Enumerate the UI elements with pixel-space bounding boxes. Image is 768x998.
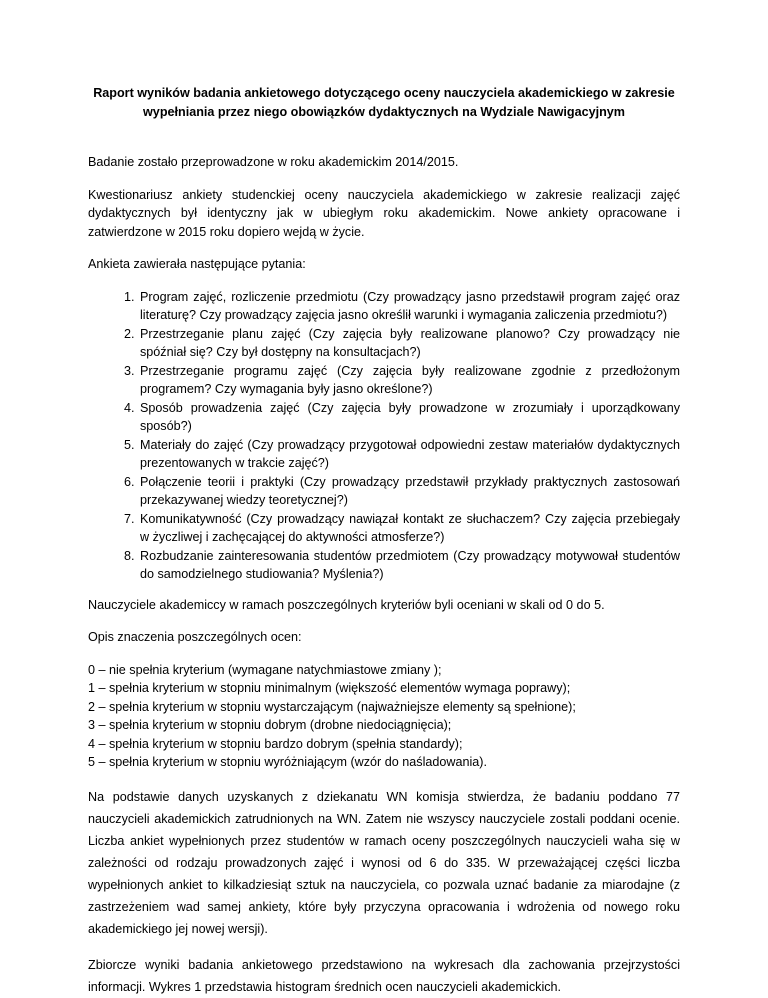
scale-item: 5 – spełnia kryterium w stopniu wyróżniającym (wzór do naśladowania).	[88, 755, 487, 769]
scale-item: 1 – spełnia kryterium w stopniu minimalnym (większość elementów wymaga poprawy);	[88, 681, 571, 695]
document-title	[88, 84, 680, 121]
list-item: 4. Sposób prowadzenia zajęć (Czy zajęcia były prowadzone w zrozumiały i uporządkowany sposób?)	[138, 399, 680, 436]
list-item: 5. Materiały do zajęć (Czy prowadzący przygotował odpowiedni zestaw materiałów dydaktycznych prezentowanych w trakcie zajęć?)	[138, 436, 680, 473]
paragraph-year: Badanie zostało przeprowadzone w roku akademickim 2014/2015.	[88, 155, 459, 169]
scale-list	[88, 661, 680, 772]
paragraph-scale-description: Opis znaczenia poszczególnych ocen:	[88, 630, 302, 644]
scale-item: 2 – spełnia kryterium w stopniu wystarczającym (najważniejsze elementy są spełnione);	[88, 699, 576, 714]
list-item: 1. Program zajęć, rozliczenie przedmiotu (Czy prowadzący jasno przedstawił program zajęć oraz literaturę? Czy prowadzący zajęcia jasno określił warunki i wymagania zaliczenia przedmiotu?)	[138, 288, 680, 325]
list-item: 3. Przestrzeganie programu zajęć (Czy zajęcia były realizowane zgodnie z przedłożonym programem? Czy wymagania były jasno określone?)	[138, 362, 680, 399]
paragraph-data-source: Na podstawie danych uzyskanych z dziekanatu WN komisja stwierdza, że badaniu poddano 77 nauczycieli akademickich zatrudnionych na WN. Zatem nie wszyscy nauczyciele zostali poddani ocenie. Liczba ankiet wypełnionych przez studentów w ramach oceny poszczególnych nauczycieli waha się w zależności od rodzaju prowadzonych zajęć i wynosi od 6 do 335. W przeważającej części liczba wypełnionych ankiet to kilkadziesiąt sztuk na nauczyciela, co pozwala uznać badanie za miarodajne (z zastrzeżeniem wad samej ankiety, które były przyczyna opracowania i wdrożenia od nowego roku akademickiego jej nowej wersji).	[88, 789, 680, 936]
scale-item: 4 – spełnia kryterium w stopniu bardzo dobrym (spełnia standardy);	[88, 736, 463, 751]
questions-list	[88, 288, 680, 584]
paragraph-questionnaire: Kwestionariusz ankiety studenckiej oceny nauczyciela akademickiego w zakresie realizacji zajęć dydaktycznych był identyczny jak w ubiegłym roku akademickim. Nowe ankiety opracowane i zatwierdzone w 2015 roku dopiero wejdą w życie.	[88, 187, 680, 239]
scale-item: 0 – nie spełnia kryterium (wymagane natychmiastowe zmiany );	[88, 662, 442, 677]
title-line-2: wypełniania przez niego obowiązków dydaktycznych na Wydziale Nawigacyjnym	[143, 104, 625, 119]
list-item: 2. Przestrzeganie planu zajęć (Czy zajęcia były realizowane planowo? Czy prowadzący nie spóźniał się? Czy był dostępny na konsultacjach?)	[138, 325, 680, 362]
paragraph-questions-intro: Ankieta zawierała następujące pytania:	[88, 257, 306, 271]
paragraph-scale: Nauczyciele akademiccy w ramach poszczególnych kryteriów byli oceniani w skali od 0 do 5.	[88, 597, 605, 612]
list-item: 8. Rozbudzanie zainteresowania studentów przedmiotem (Czy prowadzący motywował studentów do samodzielnego studiowania? Myślenia?)	[138, 547, 680, 584]
paragraph-summary: Zbiorcze wyniki badania ankietowego przedstawiono na wykresach dla zachowania przejrzystości informacji. Wykres 1 przedstawia histogram średnich ocen nauczycieli akademickich.	[88, 957, 680, 994]
title-line-1: Raport wyników badania ankietowego dotyczącego oceny nauczyciela akademickiego w zakresie	[93, 86, 675, 100]
list-item: 6. Połączenie teorii i praktyki (Czy prowadzący przedstawił przykłady praktycznych zastosowań przekazywanej wiedzy teoretycznej?)	[138, 473, 680, 510]
list-item: 7. Komunikatywność (Czy prowadzący nawiązał kontakt ze słuchaczem? Czy zajęcia przebiegały w życzliwej i zachęcającej do aktywności atmosferze?)	[138, 510, 680, 547]
scale-item: 3 – spełnia kryterium w stopniu dobrym (drobne niedociągnięcia);	[88, 718, 452, 732]
